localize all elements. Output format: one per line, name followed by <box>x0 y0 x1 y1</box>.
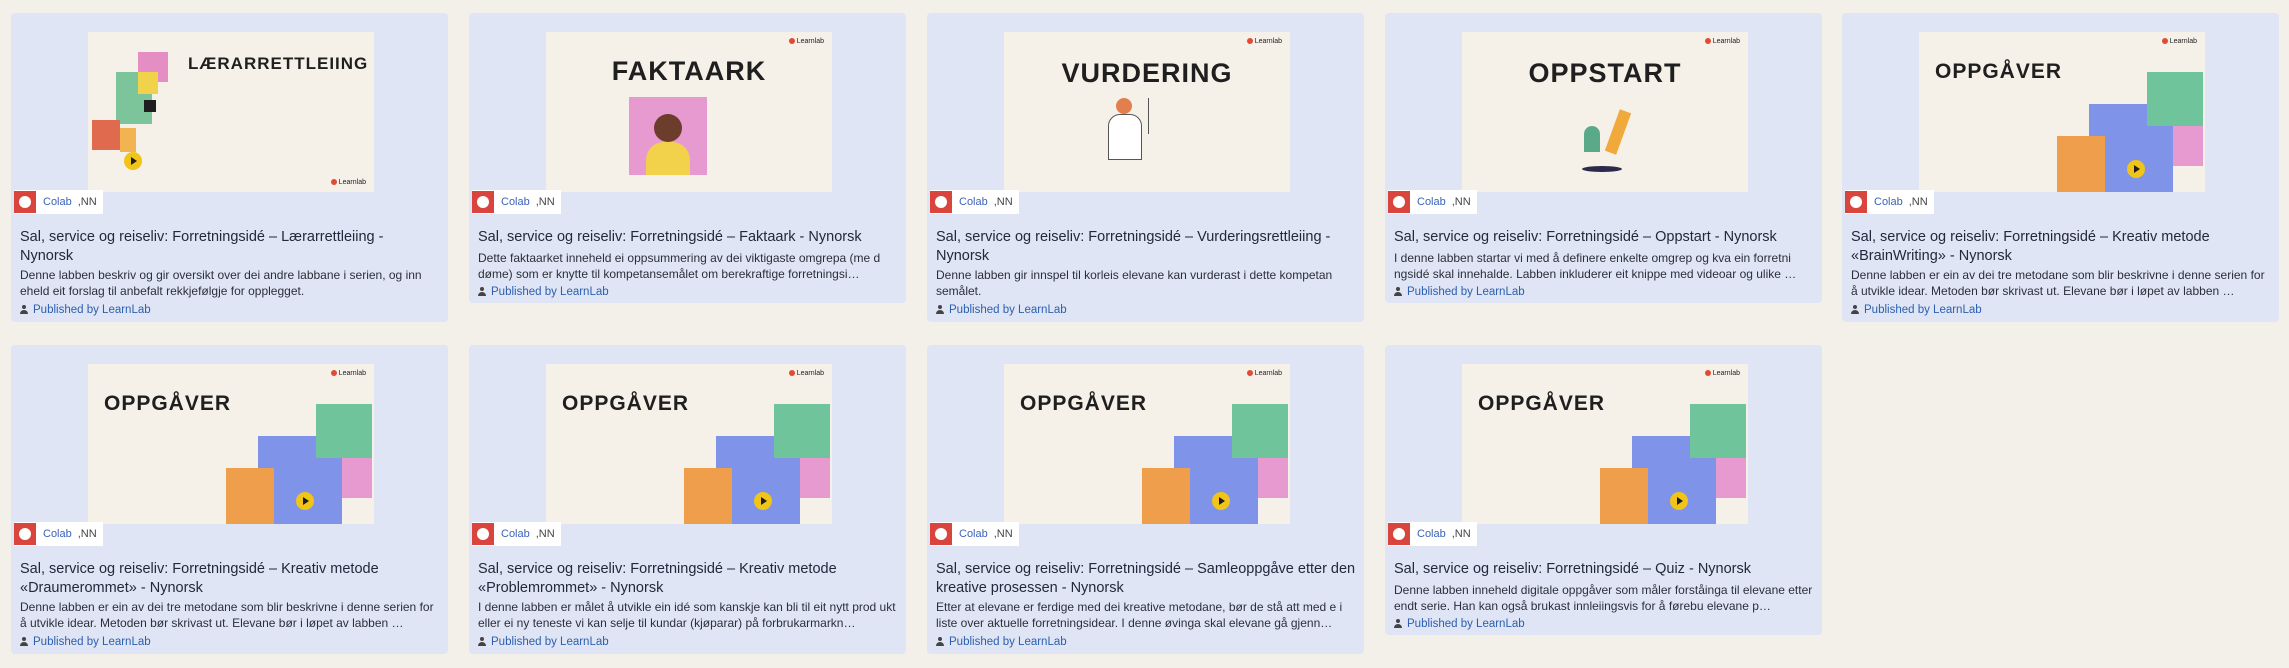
lab-card[interactable] <box>1385 345 1822 635</box>
card-title[interactable]: Sal, service og reiseliv: Forretningsidé – Lærarrettleiing - Nynorsk <box>20 229 384 264</box>
card-title[interactable]: Sal, service og reiseliv: Forretningsidé – Kreativ metode «Problemrommet» - Nynorsk <box>478 561 837 596</box>
card-thumbnail[interactable] <box>88 32 374 192</box>
card-title[interactable]: Sal, service og reiseliv: Forretningsidé – Oppstart - Nynorsk <box>1394 229 1777 245</box>
language-code: ,NN <box>1451 196 1471 208</box>
illustration-block <box>1690 404 1746 458</box>
card-description: Denne labben er ein av dei tre metodane som blir beskrivne i denne serien for å utvikle idear. Metoden bør skrivast ut. Elevane bør i løpet av labben … <box>20 600 434 630</box>
card-title[interactable]: Sal, service og reiseliv: Forretningsidé – Kreativ metode «Draumerommet» - Nynorsk <box>20 561 379 596</box>
publisher-text: Published by LearnLab <box>1407 286 1525 298</box>
publisher-line[interactable] <box>20 636 151 648</box>
publisher-line[interactable] <box>1394 618 1525 630</box>
thumbnail-title: LÆRARRETTLEIING <box>188 54 369 73</box>
card-title[interactable]: Sal, service og reiseliv: Forretningsidé – Faktaark - Nynorsk <box>478 229 862 245</box>
card-description: Dette faktaarket inneheld ei oppsummering av dei viktigaste omgrepa (me d døme) som er knytte til kompetansemålet om berekraftige forretningsi… <box>478 251 881 281</box>
channel-tag[interactable] <box>1845 190 1934 214</box>
illustration-block <box>2173 126 2203 166</box>
play-icon <box>1212 492 1230 510</box>
channel-avatar <box>472 523 494 545</box>
card-thumbnail[interactable] <box>546 364 832 524</box>
channel-avatar <box>1388 191 1410 213</box>
channel-avatar <box>1388 523 1410 545</box>
thumbnail-title: FAKTAARK <box>611 56 767 86</box>
illustration-block <box>1232 404 1288 458</box>
person-icon <box>1394 619 1402 628</box>
card-title[interactable]: Sal, service og reiseliv: Forretningsidé – Quiz - Nynorsk <box>1394 561 1751 577</box>
channel-avatar <box>930 191 952 213</box>
channel-name: Colab <box>501 528 530 540</box>
illustration-block <box>226 468 274 524</box>
thumbnail-title: VURDERING <box>1061 58 1233 88</box>
lab-card[interactable] <box>1385 13 1822 303</box>
card-thumbnail[interactable] <box>1462 364 1748 524</box>
person-icon <box>1394 287 1402 296</box>
illustration-block <box>1258 458 1288 498</box>
card-description: Denne labben gir innspel til korleis elevane kan vurderast i dette kompetan semålet. <box>936 268 1333 298</box>
play-icon <box>124 152 142 170</box>
language-code: ,NN <box>535 528 555 540</box>
lab-card[interactable] <box>469 13 906 303</box>
play-icon <box>2127 160 2145 178</box>
illustration-block <box>800 458 830 498</box>
card-description: Etter at elevane er ferdige med dei kreative metodane, bør de stå att med e i liste over aktuelle forretningsidear. I denne øvinga skal elevane gå gjenn… <box>936 600 1343 630</box>
card-description: I denne labben er målet å utvikle ein idé som kanskje kan bli til eit nytt prod ukt eller ei ny teneste vi kan selje til kundar (kjøparar) på forbrukarmarkn… <box>478 600 896 630</box>
card-title[interactable]: Sal, service og reiseliv: Forretningsidé – Kreativ metode «BrainWriting» - Nynorsk <box>1851 229 2210 264</box>
lab-card[interactable] <box>11 13 448 322</box>
play-icon <box>296 492 314 510</box>
illustration-block <box>1605 109 1631 154</box>
illustration-block <box>1148 98 1167 134</box>
lab-card[interactable] <box>927 345 1364 654</box>
publisher-line[interactable] <box>478 636 609 648</box>
illustration-block <box>1716 458 1746 498</box>
language-code: ,NN <box>1451 528 1471 540</box>
person-icon <box>20 637 28 646</box>
channel-name: Colab <box>1874 196 1903 208</box>
card-thumbnail[interactable] <box>1462 32 1748 192</box>
illustration-block <box>1116 98 1132 114</box>
learnlab-logo: Learnlab <box>789 370 824 377</box>
card-title[interactable]: Sal, service og reiseliv: Forretningsidé – Vurderingsrettleiing - Nynorsk <box>936 229 1331 264</box>
learnlab-logo: Learnlab <box>331 370 366 377</box>
illustration-block <box>1582 166 1622 172</box>
illustration-block <box>92 120 120 150</box>
channel-tag[interactable] <box>1388 190 1477 214</box>
language-code: ,NN <box>993 528 1013 540</box>
publisher-line[interactable] <box>478 286 609 298</box>
illustration-block <box>2147 72 2203 126</box>
play-icon <box>1670 492 1688 510</box>
thumbnail-title: OPPSTART <box>1528 58 1682 88</box>
learnlab-logo: Learnlab <box>331 179 366 186</box>
thumbnail-title: OPPGÅVER <box>1935 60 2063 83</box>
illustration-block <box>646 142 690 175</box>
channel-avatar <box>472 191 494 213</box>
channel-name: Colab <box>1417 196 1446 208</box>
language-code: ,NN <box>77 528 97 540</box>
thumbnail-title: OPPGÅVER <box>104 392 232 415</box>
illustration-block <box>2057 136 2105 192</box>
publisher-text: Published by LearnLab <box>1407 618 1525 630</box>
thumbnail-title: OPPGÅVER <box>562 392 690 415</box>
channel-tag[interactable] <box>472 190 561 214</box>
lab-card[interactable] <box>1842 13 2279 322</box>
channel-name: Colab <box>43 196 72 208</box>
card-description: Denne labben beskriv og gir oversikt over dei andre labbane i serien, og inn eheld eit forslag til anbefalt rekkjefølgje for opplegget. <box>20 268 422 298</box>
publisher-text: Published by LearnLab <box>491 636 609 648</box>
channel-name: Colab <box>1417 528 1446 540</box>
lab-card[interactable] <box>927 13 1364 322</box>
play-icon <box>754 492 772 510</box>
channel-name: Colab <box>959 528 988 540</box>
publisher-text: Published by LearnLab <box>33 636 151 648</box>
channel-name: Colab <box>501 196 530 208</box>
illustration-block <box>1584 126 1600 152</box>
language-code: ,NN <box>77 196 97 208</box>
card-description: Denne labben inneheld digitale oppgåver som måler forståinga til elevane etter endt serie. Han kan også brukast innleiingsvis for å førebu elevane p… <box>1394 583 1813 613</box>
illustration-block <box>1600 468 1648 524</box>
person-icon <box>1851 305 1859 314</box>
illustration-block <box>342 458 372 498</box>
publisher-line[interactable] <box>1851 304 1982 316</box>
card-thumbnail[interactable] <box>546 32 832 192</box>
thumbnail-title: OPPGÅVER <box>1020 392 1148 415</box>
thumbnail-title: OPPGÅVER <box>1478 392 1606 415</box>
channel-avatar <box>14 191 36 213</box>
card-thumbnail[interactable] <box>88 364 374 524</box>
publisher-text: Published by LearnLab <box>33 304 151 316</box>
language-code: ,NN <box>535 196 555 208</box>
illustration-block <box>316 404 372 458</box>
publisher-text: Published by LearnLab <box>491 286 609 298</box>
learnlab-logo: Learnlab <box>1705 38 1740 45</box>
illustration-block <box>774 404 830 458</box>
card-description: Denne labben er ein av dei tre metodane som blir beskrivne i denne serien for å utvikle idear. Metoden bør skrivast ut. Elevane bør i løpet av labben … <box>1851 268 2265 298</box>
lab-card[interactable] <box>469 345 906 654</box>
card-title[interactable]: Sal, service og reiseliv: Forretningsidé – Samleoppgåve etter den kreative prosessen - Nynorsk <box>936 561 1356 596</box>
illustration-block <box>138 72 158 94</box>
card-thumbnail[interactable] <box>1004 364 1290 524</box>
language-code: ,NN <box>993 196 1013 208</box>
person-icon <box>936 305 944 314</box>
channel-avatar <box>930 523 952 545</box>
channel-avatar <box>1845 191 1867 213</box>
channel-name: Colab <box>43 528 72 540</box>
learnlab-logo: Learnlab <box>1247 38 1282 45</box>
publisher-line[interactable] <box>20 304 151 316</box>
channel-tag[interactable] <box>930 190 1019 214</box>
illustration-block <box>654 114 682 142</box>
publisher-line[interactable] <box>1394 286 1525 298</box>
illustration-block <box>1142 468 1190 524</box>
publisher-text: Published by LearnLab <box>1864 304 1982 316</box>
channel-tag[interactable] <box>472 522 561 546</box>
learnlab-logo: Learnlab <box>789 38 824 45</box>
illustration-block <box>684 468 732 524</box>
publisher-line[interactable] <box>936 304 1067 316</box>
illustration-block <box>120 128 136 152</box>
illustration-block <box>1108 114 1142 160</box>
learnlab-logo: Learnlab <box>1247 370 1282 377</box>
language-code: ,NN <box>1908 196 1928 208</box>
person-icon <box>478 287 486 296</box>
learnlab-logo: Learnlab <box>1705 370 1740 377</box>
person-icon <box>20 305 28 314</box>
channel-name: Colab <box>959 196 988 208</box>
channel-tag[interactable] <box>14 190 103 214</box>
channel-tag[interactable] <box>930 522 1019 546</box>
person-icon <box>478 637 486 646</box>
publisher-text: Published by LearnLab <box>949 636 1067 648</box>
card-thumbnail[interactable] <box>1919 32 2205 192</box>
card-description: I denne labben startar vi med å definere enkelte omgrep og kva ein forretni ngsidé skal innehalde. Labben inkluderer eit knippe med videoar og ulike … <box>1394 251 1797 281</box>
learnlab-logo: Learnlab <box>2162 38 2197 45</box>
lab-card[interactable] <box>11 345 448 654</box>
card-thumbnail[interactable] <box>1004 32 1290 192</box>
person-icon <box>936 637 944 646</box>
channel-avatar <box>14 523 36 545</box>
illustration-block <box>144 100 156 112</box>
publisher-line[interactable] <box>936 636 1067 648</box>
channel-tag[interactable] <box>1388 522 1477 546</box>
channel-tag[interactable] <box>14 522 103 546</box>
publisher-text: Published by LearnLab <box>949 304 1067 316</box>
